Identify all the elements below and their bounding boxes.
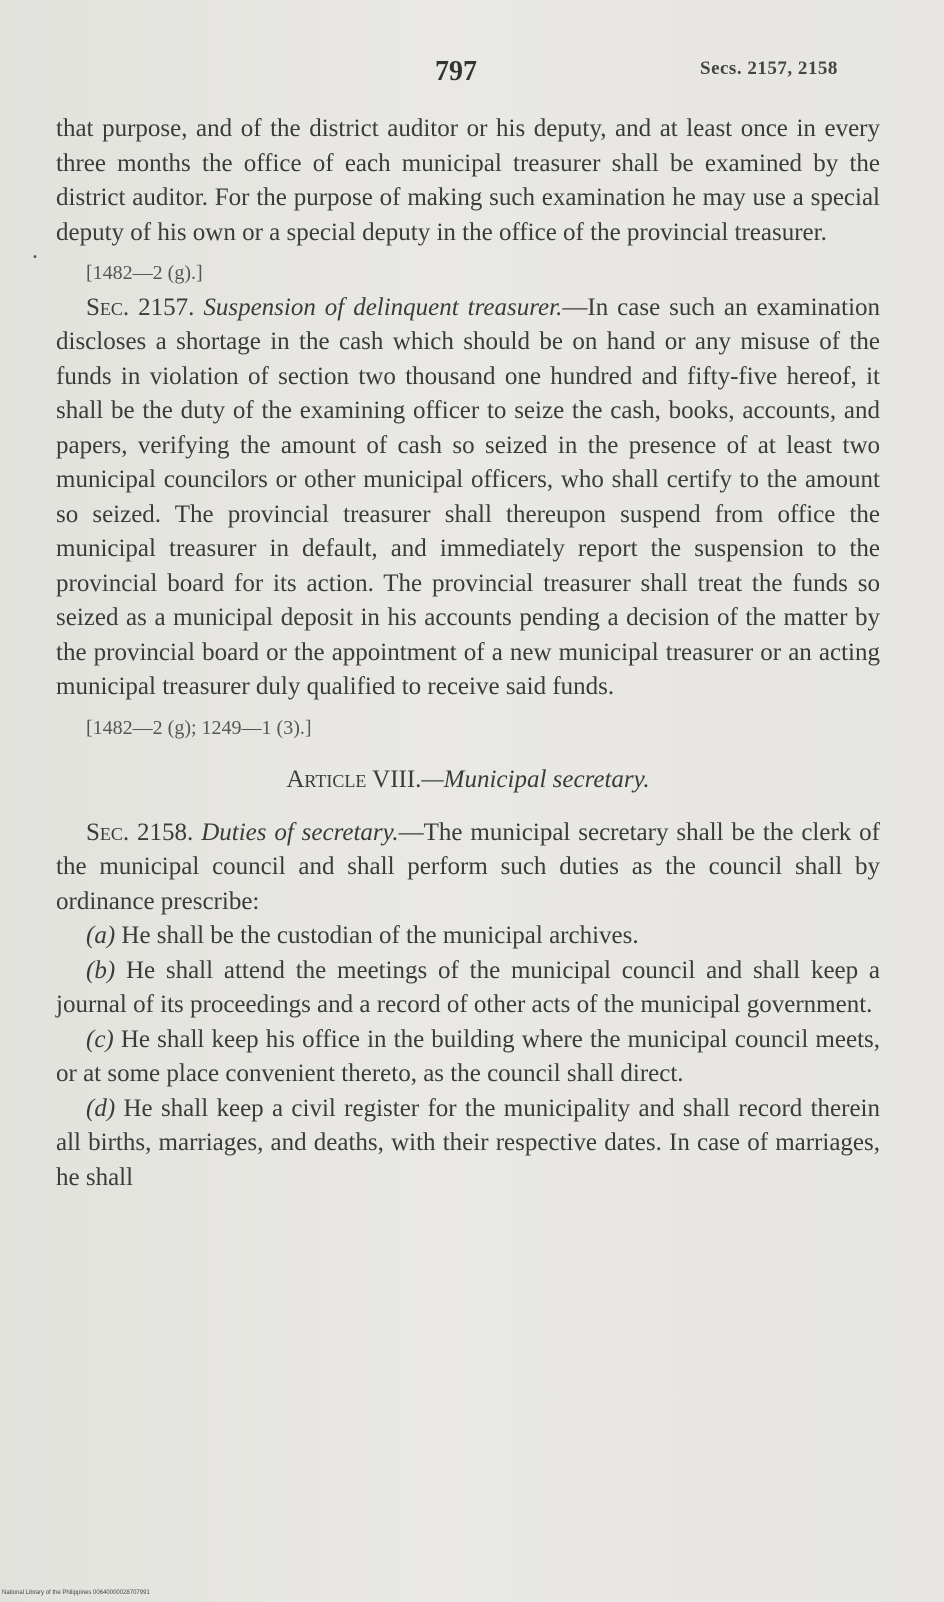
body-text (56, 112, 880, 1195)
section-2158 (56, 816, 880, 920)
section-label: Sec. 2157. (86, 293, 195, 321)
section-title: Duties of secretary. (201, 818, 399, 846)
item-letter: (d) (86, 1094, 116, 1122)
section-text: —The municipal secretary shall be the clerk of the municipal council and shall perform such duties as the council shall by ordinance prescribe: (56, 818, 881, 915)
citation-2157-end: [1482—2 (g); 1249—1 (3).] (86, 716, 312, 739)
section-label: Sec. 2158. (86, 818, 194, 846)
section-title: Suspension of delinquent treasurer. (203, 293, 563, 321)
item-text: He shall keep a civil register for the municipality and shall record therein all births, marriages, and deaths, with their respective dates. In case of marriages, he shall (56, 1094, 880, 1191)
article-label: Article VIII. (286, 766, 422, 793)
item-text: He shall attend the meetings of the municipal council and shall keep a journal of its proceedings and a record of other acts of the municipal government. (56, 956, 881, 1018)
citation-2157: [1482—2 (g).] (86, 262, 203, 284)
page-number: 797 (435, 56, 477, 87)
continuation-paragraph: that purpose, and of the district auditor or his deputy, and at least once in every three months the office of each municipal treasurer shall be examined by the district auditor. For the purpose of making such examination he may use a special deputy of his own or a special deputy in the office of the provincial treasurer. (56, 115, 880, 246)
article-heading (56, 763, 880, 798)
list-item (56, 954, 880, 1023)
item-text: He shall be the custodian of the municipal archives. (121, 922, 639, 949)
item-letter: (a) (86, 922, 116, 949)
list-item (56, 919, 880, 954)
item-letter: (c) (86, 1025, 114, 1053)
item-letter: (b) (86, 956, 116, 984)
stray-mark: . (32, 238, 38, 264)
section-text: —In case such an examination discloses a shortage in the cash which should be on hand or any misuse of the funds in violation of section two thousand one hundred and fifty-five hereof, it shall be the duty of the examining officer to seize the cash, books, accounts, and papers, verifying the amount of cash so seized in the presence of at least two municipal councilors or other municipal officers, who shall certify to the amount so seized. The provincial treasurer shall thereupon suspend from office the municipal treasurer in default, and immediately report the suspension to the provincial board for its action. The provincial treasurer shall treat the funds so seized as a municipal deposit in his accounts pending a decision of the matter by the provincial board or the appointment of a new municipal treasurer or an acting municipal treasurer duly qualified to receive said funds. (56, 293, 881, 700)
list-item (56, 1092, 880, 1196)
footer-watermark: National Library of the Philippines 00640000028707991 (2, 1590, 150, 1596)
list-item (56, 1023, 880, 1092)
article-title: —Municipal secretary. (421, 766, 650, 793)
running-head: Secs. 2157, 2158 (700, 58, 838, 79)
item-text: He shall keep his office in the building where the municipal council meets, or at some place convenient thereto, as the council shall direct. (56, 1025, 880, 1087)
section-2157 (56, 291, 880, 705)
